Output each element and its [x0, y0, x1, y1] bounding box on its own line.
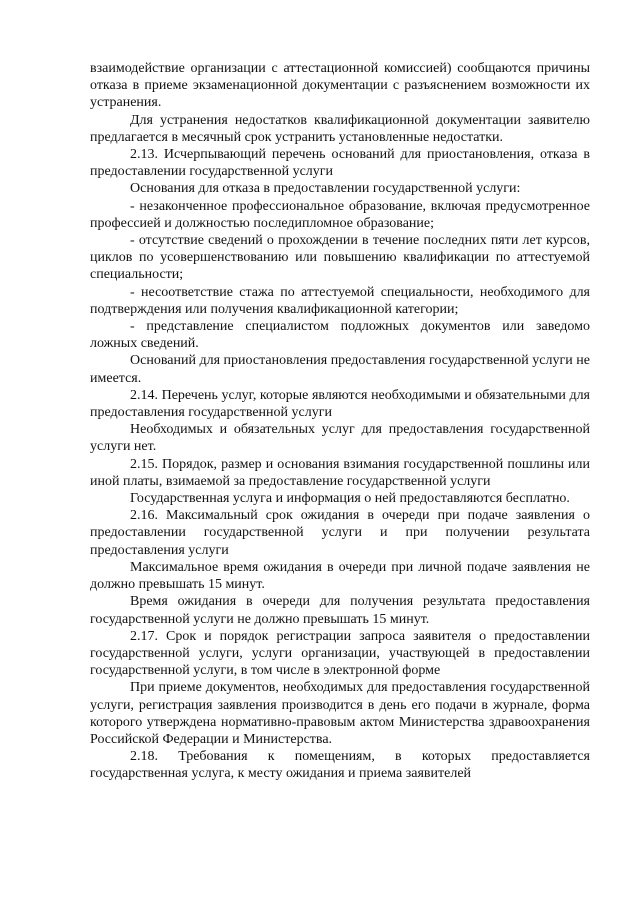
section-heading-2-13: 2.13. Исчерпывающий перечень оснований для приостановления, отказа в предоставлении государственной услуги [90, 147, 590, 180]
paragraph-refusal-grounds: Основания для отказа в предоставлении государственной услуги: [130, 181, 521, 197]
paragraph-no-required-services: Необходимых и обязательных услуг для предоставления государственной услуги нет. [90, 422, 590, 455]
section-heading-2-18: 2.18. Требования к помещениям, в которых предоставляется государственная услуга, к месту ожидания и приема заявителей [90, 749, 590, 782]
list-item-experience: - несоответствие стажа по аттестуемой специальности, необходимого для подтверждения или получения квалификационной категории; [90, 284, 590, 317]
list-item-courses: - отсутствие сведений о прохождении в течение последних пяти лет курсов, циклов по усовершенствованию или повышению квалификации по аттестуемой специальности; [90, 233, 590, 283]
document-body [90, 60, 590, 783]
paragraph-continuation: взаимодействие организации с аттестационной комиссией) сообщаются причины отказа в приеме экзаменационной документации с разъяснением возможности их устранения. [90, 61, 590, 111]
paragraph-no-suspension: Оснований для приостановления предоставления государственной услуги не имеется. [90, 353, 590, 386]
section-heading-2-15: 2.15. Порядок, размер и основания взимания государственной пошлины или иной платы, взимаемой за предоставление государственной услуги [90, 456, 590, 489]
paragraph-registration: При приеме документов, необходимых для предоставления государственной услуги, регистрация заявления производится в день его подачи в журнале, форма которого утверждена нормативно-правовым актом Министерства здравоохранения Российской Федерации и Министерства. [90, 680, 590, 747]
list-item-education: - незаконченное профессиональное образование, включая предусмотренное профессией и должностью последипломное образование; [90, 198, 590, 231]
paragraph-deficiency-correction: Для устранения недостатков квалификационной документации заявителю предлагается в месячный срок устранить установленные недостатки. [90, 112, 590, 145]
section-heading-2-14: 2.14. Перечень услуг, которые являются необходимыми и обязательными для предоставления государственной услуги [90, 387, 590, 421]
section-heading-2-17: 2.17. Срок и порядок регистрации запроса заявителя о предоставлении государственной услуги, услуги организации, участвующей в предоставлении государственной услуги, в том числе в электронной форме [90, 628, 590, 679]
section-heading-2-16: 2.16. Максимальный срок ожидания в очереди при подаче заявления о предоставлении государственной услуги и при получении результата предоставления услуги [90, 508, 590, 558]
paragraph-free-of-charge: Государственная услуга и информация о ней предоставляются бесплатно. [130, 491, 570, 507]
list-item-false-documents: - представление специалистом подложных документов или заведомо ложных сведений. [90, 319, 590, 352]
paragraph-wait-submission: Максимальное время ожидания в очереди при личной подаче заявления не должно превышать 15 минут. [90, 559, 590, 593]
paragraph-wait-result: Время ожидания в очереди для получения результата предоставления государственной услуги не должно превышать 15 минут. [90, 594, 590, 627]
